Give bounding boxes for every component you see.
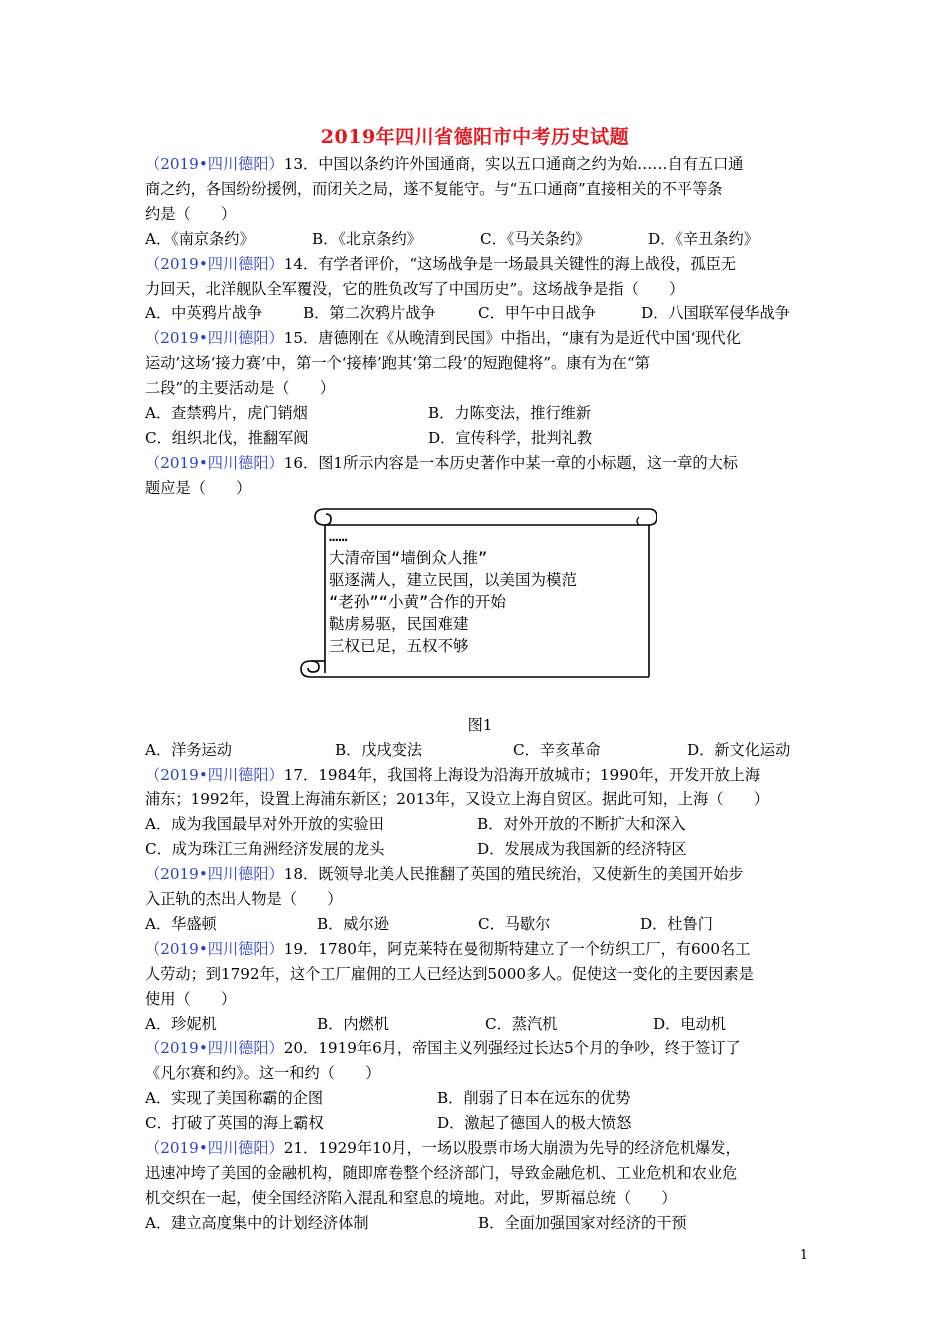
option-b[interactable]: B．第二次鸦片战争 [303, 304, 436, 323]
question-15 [145, 326, 809, 451]
question-text: 人劳动；到1792年，这个工厂雇佣的工人已经达到5000多人。促使这一变化的主要因素是 [145, 964, 754, 983]
options [145, 1211, 809, 1236]
question-text: 18．既领导北美人民推翻了英国的殖民统治，又使新生的美国开始步 [283, 865, 744, 884]
option-a[interactable]: A．华盛顿 [145, 914, 217, 933]
option-d[interactable]: D．八国联军侵华战争 [641, 304, 790, 323]
question-21 [145, 1136, 809, 1236]
question-text: 迅速冲垮了美国的金融机构，随即席卷整个经济部门，导致金融危机、工业危机和农业危 [145, 1164, 738, 1182]
options [145, 738, 809, 763]
question-text: 浦东；1992年，设置上海浦东新区；2013年，又设立上海自贸区。据此可知，上海（ ） [145, 790, 770, 809]
option-b[interactable]: B．对外开放的不断扩大和深入 [477, 815, 686, 834]
option-c[interactable]: C．甲午中日战争 [478, 304, 596, 323]
page-number: 1 [799, 1248, 808, 1263]
question-text: 15．唐德刚在《从晚清到民国》中指出，“康有为是近代中国‘现代化 [283, 329, 741, 348]
scroll-line: 大清帝国“墙倒众人推” [329, 548, 488, 567]
option-c[interactable]: C．打破了英国的海上霸权 [145, 1114, 324, 1133]
question-text: 21．1929年10月，一场以股票市场大崩溃为先导的经济危机爆发， [283, 1139, 741, 1158]
option-d[interactable]: D．《辛丑条约》 [648, 229, 759, 248]
question-16 [145, 451, 809, 763]
option-b[interactable]: B．全面加强国家对经济的干预 [478, 1213, 687, 1232]
option-a[interactable]: A．建立高度集中的计划经济体制 [145, 1213, 369, 1232]
question-18 [145, 862, 809, 937]
question-text: 力回天，北洋舰队全军覆没，它的胜负改写了中国历史”。这场战争是指（ ） [145, 279, 685, 298]
source-tag: （2019•四川德阳） [145, 865, 284, 884]
option-b[interactable]: B．削弱了日本在远东的优势 [437, 1089, 631, 1108]
question-text: 二段”的主要活动是（ ） [145, 379, 336, 398]
option-a[interactable]: A．珍妮机 [145, 1014, 217, 1033]
option-d[interactable]: D．激起了德国人的极大愤怒 [437, 1114, 632, 1133]
options [145, 912, 809, 937]
option-d[interactable]: D．发展成为我国新的经济特区 [477, 840, 687, 859]
option-a[interactable]: A．实现了美国称霸的企图 [145, 1089, 324, 1108]
question-text: 题应是（ ） [145, 478, 252, 497]
question-17 [145, 763, 809, 863]
question-20 [145, 1036, 809, 1136]
option-d[interactable]: D．杜鲁门 [640, 914, 713, 933]
question-text: 20．1919年6月，帝国主义列强经过长达5个月的争吵，终于签订了 [283, 1039, 741, 1058]
source-tag: （2019•四川德阳） [145, 254, 284, 273]
option-a[interactable]: A．中英鸦片战争 [145, 304, 263, 323]
source-tag: （2019•四川德阳） [145, 453, 284, 472]
source-tag: （2019•四川德阳） [145, 1139, 284, 1158]
option-d[interactable]: D．电动机 [653, 1014, 726, 1033]
question-text: 14．有学者评价，“这场战争是一场最具关键性的海上战役，孤臣无 [283, 254, 737, 273]
option-c[interactable]: C．马歇尔 [478, 914, 551, 933]
question-text: 16．图1所示内容是一本历史著作中某一章的小标题，这一章的大标 [283, 453, 738, 472]
option-c[interactable]: C．《马关条约》 [480, 229, 591, 248]
question-text: 商之约，各国纷纷援例，而闭关之局，遂不复能守。与“五口通商”直接相关的不平等条 [145, 179, 723, 198]
scroll-line: 三权已足，五权不够 [329, 636, 469, 655]
question-13 [145, 152, 809, 252]
options [145, 401, 809, 451]
question-text: 机交织在一起，使全国经济陷入混乱和窒息的境地。对此，罗斯福总统（ ） [145, 1188, 677, 1207]
question-14 [145, 252, 809, 327]
scroll-text [329, 525, 577, 657]
options [145, 301, 809, 326]
question-text: 约是（ ） [145, 204, 237, 223]
scroll-line: 驱逐满人，建立民国，以美国为模范 [329, 570, 578, 589]
options [145, 1012, 809, 1037]
option-d[interactable]: D．新文化运动 [687, 740, 791, 759]
options [145, 227, 809, 252]
option-c[interactable]: C．成为珠江三角洲经济发展的龙头 [145, 840, 385, 859]
option-a[interactable]: A．《南京条约》 [145, 229, 255, 248]
option-b[interactable]: B．力陈变法，推行维新 [428, 404, 592, 423]
source-tag: （2019•四川德阳） [145, 1039, 284, 1058]
option-d[interactable]: D．宣传科学，批判礼教 [428, 428, 593, 447]
option-a[interactable]: A．成为我国最早对外开放的实验田 [145, 815, 384, 834]
source-tag: （2019•四川德阳） [145, 329, 284, 348]
question-text: 运动’这场‘接力赛’中，第一个‘接棒’跑其‘第二段’的短跑健将”。康有为在“第 [145, 354, 650, 373]
exam-content [145, 152, 809, 1236]
option-a[interactable]: A．洋务运动 [145, 740, 232, 759]
scroll-line: “老孙”“小黄”合作的开始 [329, 592, 506, 611]
option-b[interactable]: B．内燃机 [317, 1014, 389, 1033]
source-tag: （2019•四川德阳） [145, 155, 284, 173]
source-tag: （2019•四川德阳） [145, 765, 284, 784]
options [145, 812, 809, 862]
option-b[interactable]: B．戊戌变法 [335, 740, 423, 759]
option-c[interactable]: C．辛亥革命 [513, 740, 601, 759]
source-tag: （2019•四川德阳） [145, 939, 284, 958]
option-c[interactable]: C．蒸汽机 [485, 1014, 558, 1033]
question-19 [145, 937, 809, 1037]
question-text: 使用（ ） [145, 989, 237, 1008]
option-a[interactable]: A．查禁鸦片，虎门销烟 [145, 404, 308, 423]
scroll-line: …… [329, 526, 348, 545]
page-title: 2019年四川省德阳市中考历史试题 [320, 126, 630, 148]
figure-1 [145, 501, 809, 713]
options [145, 1086, 809, 1136]
question-text: 13．中国以条约许外国通商，实以五口通商之约为始……自有五口通 [283, 155, 744, 173]
option-c[interactable]: C．组织北伐，推翻军阀 [145, 428, 309, 447]
question-text: 《凡尔赛和约》。这一和约（ ） [145, 1064, 381, 1083]
scroll-line: 鞑虏易驱，民国难建 [329, 614, 469, 633]
question-text: 19．1780年，阿克莱特在曼彻斯特建立了一个纺织工厂，有600名工 [283, 939, 751, 958]
figure-caption: 图1 [467, 715, 493, 734]
option-b[interactable]: B．威尔逊 [317, 914, 389, 933]
question-text: 入正轨的杰出人物是（ ） [145, 890, 343, 909]
option-b[interactable]: B．《北京条约》 [312, 229, 422, 248]
question-text: 17．1984年，我国将上海设为沿海开放城市；1990年，开发开放上海 [283, 765, 761, 784]
